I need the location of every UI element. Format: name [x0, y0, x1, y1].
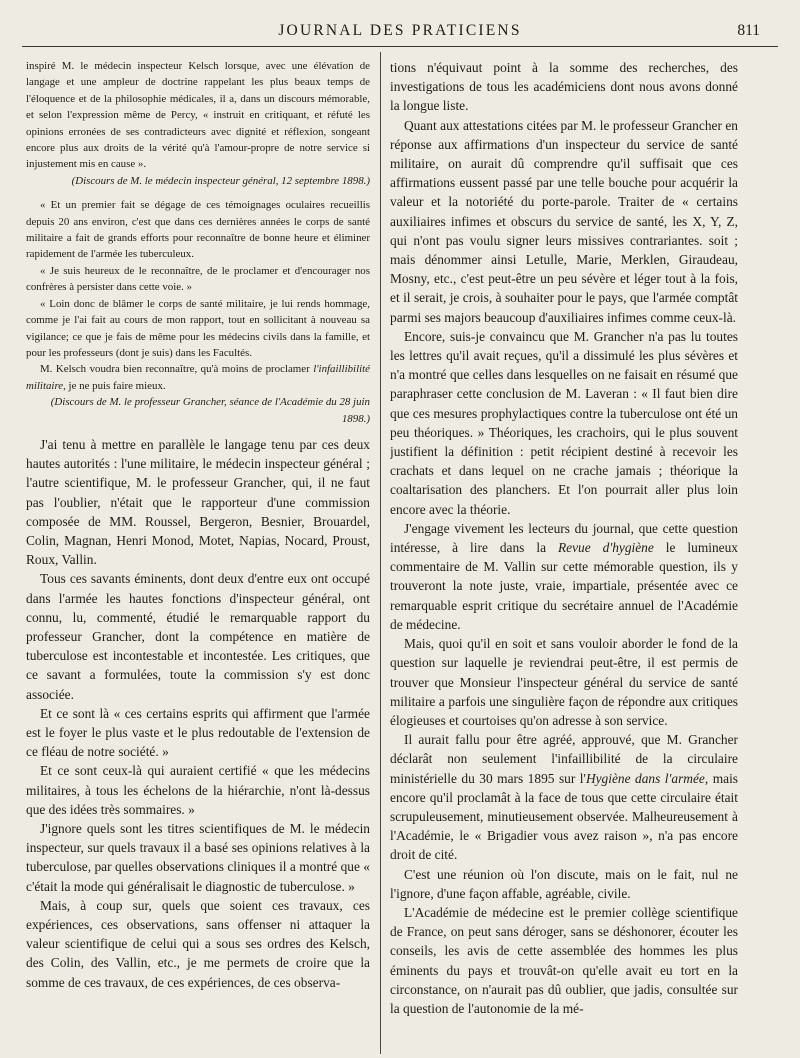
left-column — [26, 58, 370, 1058]
emphasis-text: Hygiène dans l'armée — [585, 770, 705, 786]
quote-paragraph: « Loin donc de blâmer le corps de santé militaire, je lui rends hommage, comme je l'ai fait au cours de mon rapport, tout en sollicitant à nouveau sa vigilance; ce que je fais de même pour les médecins civils dans la famille, et pour les professeurs (dont je suis) dans les Facultés. — [26, 297, 370, 359]
text-run: , mais encore qu'il proclamât à la face de tous que cette circulaire était scrupuleusement, minutieusement observée. Malheureusement à l'Académie, le « Brigadier vous avez raison », n'a pas encore droit de cité. — [390, 770, 738, 863]
body-paragraph: Quant aux attestations citées par M. le professeur Grancher en réponse aux affirmations d'un inspecteur du service de santé militaire, on aurait dû comprendre qu'il suffisait que ces affirmations eussent passé par une telle bouche pour acquérir la valeur et la notoriété du porte-parole. Traiter de « certains auxiliaires infimes et obscurs du service de santé, les X, Y, Z, qui n'ont pas voulu signer leurs missives contrariantes. soit ; mais dénommer ainsi Letulle, Marie, Merklen, Giraudeau, Mosny, etc., c'est peut-être un peu sévère et léger tout à la fois, et il serait, je crois, à souhaiter pour le pays, que l'armée comptât parmi ses majors beaucoup d'auxiliaires infimes comme ceux-là. — [390, 117, 738, 325]
page-number: 811 — [737, 22, 760, 39]
text-run: Il aurait fallu pour être agréé, approuvé, que M. Grancher déclarât non seulement l'infaillibilité de la circulaire ministérielle du 30 mars 1895 sur l' — [390, 732, 738, 786]
body-paragraph: Mais, à coup sur, quels que soient ces travaux, ces expériences, ces observations, sans offenser ni attaquer la valeur scientifique de celui qui a sous ses ordres des Kelsch, des Colin, des Vallin, etc., je me permets de croire que la somme de ces travaux, de ces expériences, de ces observa- — [26, 897, 370, 990]
body-paragraph: Tous ces savants éminents, dont deux d'entre eux ont occupé dans l'armée les hautes fonctions d'inspecteur général, ont connu, lu, commenté, étudié le remarquable rapport du professeur Grancher, dont la compétence en matière de tuberculose est incontestable et incontestée. Les critiques, que ce savant a formulées, toute la commission s'y est donc associée. — [26, 571, 370, 702]
quote-paragraph: « Et un premier fait se dégage de ces témoignages oculaires recueillis depuis 20 ans environ, c'est que dans ces dernières années le corps de santé militaire a fait de grands efforts pour reconnaître de bonne heure et éliminer rapidement de l'armée les tuberculeux. — [26, 199, 370, 261]
body-paragraph: J'ignore quels sont les titres scientifiques de M. le médecin inspecteur, sur quels travaux il a basé ses opinions relatives à la tuberculose, par quelles observations cliniques il a montré que « c'était la mode qui généralisait le diagnostic de tuberculose. » — [26, 821, 370, 894]
body-paragraph — [390, 730, 738, 864]
quote-attribution: (Discours de M. le professeur Grancher, séance de l'Académie du 28 juin 1898.) — [50, 396, 370, 425]
column-divider — [380, 52, 381, 1054]
body-paragraph: Encore, suis-je convaincu que M. Grancher n'a pas lu toutes les lettres qu'il avait reçues, qu'il a dissimulé les plus sévères et n'a montré que celles dans lesquelles on ne faisait en résumé que paraphraser cette conclusion de M. Laveran : « Il faut bien dire que ces mesures prophylactiques contre la tuberculose ont été un peu théoriques. » Théoriques, les crachoirs, qui le plus souvent justifient la définition : petit récipient destiné à recevoir les crachats et dans lequel on ne crache jamais ; théorique la coaltarisation des planchers. Et l'on pourrait aller plus loin encore avec la théorie. — [390, 328, 738, 517]
page-header — [0, 20, 800, 48]
text-run: le lumineux commentaire de M. Vallin sur cette mémorable question, ils y trouveront la note juste, vraie, impartiale, présentée avec ce remarquable esprit critique du secrétaire annuel de l'Académie de médecine. — [390, 540, 738, 632]
text-run: , je ne puis faire mieux. — [63, 379, 166, 392]
body-paragraph: C'est une réunion où l'on discute, mais on le fait, nul ne l'ignore, d'une façon affable, agréable, civile. — [390, 866, 738, 901]
body-paragraph: J'ai tenu à mettre en parallèle le langage tenu par ces deux hautes autorités : l'une militaire, le médecin inspecteur général ; l'autre scientifique, M. le professeur Grancher, qui, il ne faut pas l'oublier, n'était que le rapporteur d'une commission composée de MM. Roussel, Bergeron, Besnier, Brouardel, Colin, Magnan, Henri Monod, Motet, Napias, Nocard, Proust, Roux, Vallin. — [26, 436, 370, 568]
quote-paragraph: « Je suis heureux de le reconnaître, de le proclamer et d'encourager nos confrères à persister dans cette voie. » — [26, 264, 370, 294]
text-run: M. Kelsch voudra bien reconnaître, qu'à moins de proclamer — [40, 363, 314, 376]
body-paragraph: L'Académie de médecine est le premier collège scientifique de France, on peut sans déroger, sans se déshonorer, écouter les conseils, les avis de cette assemblée des hommes les plus éminents du pays et trouvât-on qu'elle avait eu tort en la circonstance, on n'aurait pas dû oublier, que jadis, consultée sur la question de l'autonomie de la mé- — [390, 904, 738, 1016]
right-column — [390, 58, 738, 1058]
quote-paragraph: inspiré M. le médecin inspecteur Kelsch lorsque, avec une élévation de langage et une ampleur de doctrine rappelant les plus beaux temps de l'éloquence et de la philosophie médicales, il a, dans un discours mémorable, et selon l'expression même de Percy, « instruit en critiquant, et réfuté les opinions erronées de ses contradicteurs avec dignité et réflexion, songeant encore plus aux droits de la vérité qu'à l'amour-propre de notre service si injustement mis en cause ». — [26, 60, 370, 171]
text-run: J'engage vivement les lecteurs du journal, que cette question intéresse, à lire dans la — [390, 520, 738, 556]
header-rule — [22, 46, 778, 47]
quote-paragraph — [26, 361, 370, 394]
emphasis-text: Revue d'hygiène — [557, 540, 654, 556]
body-paragraph: Mais, quoi qu'il en soit et sans vouloir aborder le fond de la question sur laquelle je reviendrai peut-être, il est permis de trouver que Monsieur l'inspecteur général du service de santé militaire a parfois une singulière façon de répondre aux critiques élogieuses et courtoises qu'on adresse à son service. — [390, 636, 738, 728]
body-paragraph: Et ce sont là « ces certains esprits qui affirment que l'armée est le foyer le plus vaste et le plus redoutable de l'extension de ce fléau de notre société. » — [26, 705, 370, 760]
body-paragraph: tions n'équivaut point à la somme des recherches, des investigations de tous les académiciens dont nous avons donné la longue liste. — [390, 60, 738, 114]
body-paragraph — [390, 519, 738, 634]
running-title: JOURNAL DES PRATICIENS — [278, 22, 522, 39]
emphasis-text: l'infaillibilité militaire — [26, 363, 370, 392]
body-paragraph: Et ce sont ceux-là qui auraient certifié « que les médecins militaires, à tous les échelons de la hiérarchie, n'ont là-dessus que des idées très sommaires. » — [26, 763, 370, 817]
quote-attribution: (Discours de M. le médecin inspecteur général, 12 septembre 1898.) — [71, 174, 370, 187]
